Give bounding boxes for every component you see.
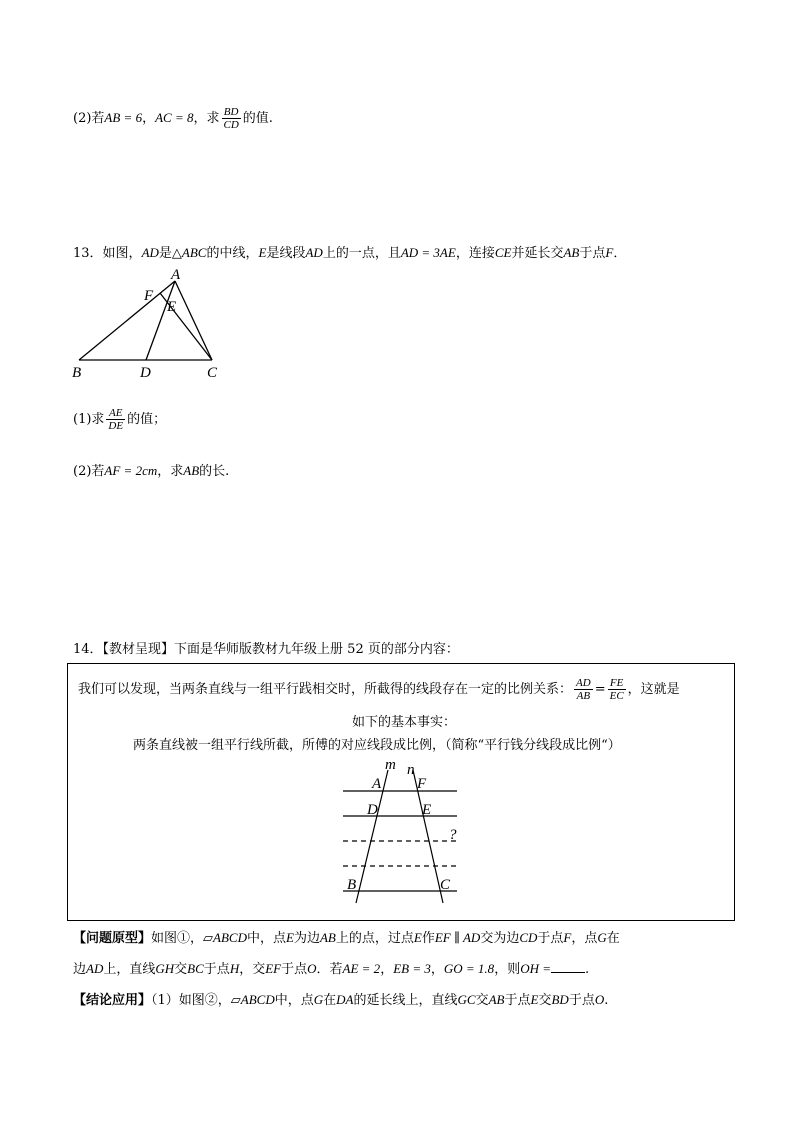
- q12-eq-ab: AB = 6: [104, 110, 143, 125]
- q13-part1: [73, 407, 166, 432]
- v: AD = 3AE: [400, 245, 456, 260]
- v: EB = 3: [393, 961, 431, 976]
- v: AF = 2cm: [104, 463, 158, 478]
- v: G: [597, 930, 607, 945]
- label-e: E: [422, 802, 432, 818]
- t: ，: [430, 962, 444, 977]
- label-b: B: [72, 365, 82, 381]
- t: 中，点: [246, 931, 286, 946]
- t: 交为边: [480, 931, 520, 946]
- q14-intro-text: 【教材呈现】下面是华师版教材九年级上册 52 页的部分内容：: [102, 642, 459, 657]
- v: O: [594, 992, 605, 1007]
- q13-number: 13．: [73, 246, 103, 261]
- t: ，求: [157, 464, 184, 479]
- t: 于点: [579, 246, 606, 261]
- q14-intro: [73, 638, 459, 657]
- t: 于点: [537, 931, 564, 946]
- frac-den: EC: [609, 690, 624, 702]
- t: 上的一点，且: [322, 246, 401, 261]
- t: .: [585, 962, 590, 977]
- t: 交: [475, 993, 489, 1008]
- frac-den: DE: [108, 420, 124, 432]
- v: ▱ABCD: [230, 992, 275, 1007]
- t: 在: [606, 931, 620, 946]
- t: 的中线，: [206, 246, 259, 261]
- box-frac1: [574, 677, 593, 702]
- t: 上的点，过点: [335, 931, 414, 946]
- v: CE: [494, 245, 512, 260]
- q12-eq-ac: AC = 8: [155, 110, 194, 125]
- v: F: [605, 245, 614, 260]
- t: ．若: [316, 962, 343, 977]
- label-d: D: [367, 802, 378, 818]
- t: 如图①，: [151, 931, 204, 946]
- q12-part2-prefix: (2)若: [73, 111, 105, 126]
- label-c: C: [440, 877, 451, 893]
- label-e: E: [167, 299, 177, 315]
- v: G: [313, 992, 324, 1007]
- q13-fraction: [106, 407, 125, 432]
- v: H: [229, 961, 240, 976]
- t: ，则: [494, 962, 521, 977]
- frac-num: BD: [222, 106, 241, 119]
- t: 的值；: [127, 412, 167, 427]
- v: E: [530, 992, 539, 1007]
- v: E: [413, 930, 422, 945]
- sep: ，求: [193, 111, 220, 126]
- t: 交: [538, 993, 552, 1008]
- t: (2)若: [73, 464, 105, 479]
- t: 边: [73, 962, 87, 977]
- v: AB: [319, 930, 336, 945]
- q14-prototype-line1: [73, 927, 620, 946]
- t: 于点: [504, 993, 531, 1008]
- t: 在: [323, 993, 337, 1008]
- t: 作: [421, 931, 435, 946]
- v: EF ∥ AD: [434, 930, 481, 945]
- v: GH: [155, 961, 175, 976]
- q14-conclusion-line: [73, 989, 608, 1008]
- q14-number: 14．: [73, 642, 103, 657]
- v: DA: [336, 992, 354, 1007]
- v: AD: [305, 245, 323, 260]
- v: ▱ABCD: [203, 930, 247, 945]
- frac-den: AB: [576, 690, 591, 702]
- v: EF: [265, 961, 282, 976]
- t: 于点: [568, 993, 595, 1008]
- box-line2: 如下的基本事实：: [352, 715, 457, 730]
- q12-fraction: [222, 106, 241, 131]
- label-question: ?: [449, 827, 457, 843]
- label-f: F: [144, 288, 154, 304]
- prototype-tag: 【问题原型】: [73, 931, 152, 946]
- frac-num: AD: [576, 677, 591, 689]
- t: 如图，: [102, 246, 142, 261]
- q13-part2: [73, 460, 229, 479]
- label-f: F: [417, 776, 427, 792]
- label-a: A: [171, 267, 181, 283]
- q13-triangle-figure: [68, 264, 238, 384]
- suffix: 的值.: [242, 111, 273, 126]
- v: AB: [563, 245, 580, 260]
- v: AB: [488, 992, 505, 1007]
- sep: ，: [142, 111, 156, 126]
- t: 是: [158, 246, 172, 261]
- t: ．: [613, 246, 627, 261]
- box-frac2: [608, 677, 626, 702]
- v: GC: [457, 992, 476, 1007]
- t: 交: [174, 962, 188, 977]
- t: .: [604, 993, 609, 1008]
- conclusion-tag: 【结论应用】: [73, 993, 152, 1008]
- t: 我们可以发现，当两条直线与一组平行践相交时，所截得的线段存在一定的比例关系：: [78, 682, 573, 697]
- t: 的长.: [199, 464, 230, 479]
- q14-prototype-line2: [73, 958, 589, 977]
- t: ，点: [571, 931, 598, 946]
- t: 是线段: [266, 246, 306, 261]
- answer-blank[interactable]: [551, 960, 585, 973]
- v: GO = 1.8: [443, 961, 495, 976]
- t: ，交: [239, 962, 266, 977]
- v: OH =: [520, 961, 552, 976]
- parallel-lines-figure: [333, 758, 473, 904]
- box-line3: 两条直线被一组平行线所截，所傅的对应线段成比例，（简称“平行钱分线段成比例“）: [133, 738, 621, 753]
- v: △ABC: [171, 245, 207, 260]
- label-n: n: [407, 762, 415, 778]
- t: 上，直线: [103, 962, 156, 977]
- q12-part2: [73, 106, 273, 131]
- v: AB: [183, 463, 200, 478]
- t: ，: [380, 962, 394, 977]
- label-a: A: [372, 776, 382, 792]
- t: （1）如图②，: [151, 993, 231, 1008]
- v: AE = 2: [342, 961, 381, 976]
- v: BD: [551, 992, 569, 1007]
- t: 中，点: [274, 993, 314, 1008]
- label-m: m: [385, 758, 396, 773]
- v: CD: [519, 930, 538, 945]
- v: F: [563, 930, 572, 945]
- frac-num: AE: [106, 407, 125, 420]
- v: E: [258, 245, 267, 260]
- box-line1: [78, 677, 680, 702]
- t: 为边: [293, 931, 320, 946]
- label-c: C: [207, 365, 218, 381]
- v: O: [307, 961, 317, 976]
- t: (1)求: [73, 412, 105, 427]
- t: 于点: [203, 962, 230, 977]
- t: 并延长交: [511, 246, 564, 261]
- t: =: [594, 682, 606, 697]
- frac-den: CD: [223, 119, 239, 131]
- v: AD: [141, 245, 159, 260]
- q13-stem: [73, 242, 626, 261]
- label-d: D: [140, 365, 151, 381]
- v: AD: [86, 961, 104, 976]
- t: 的延长线上，直线: [353, 993, 458, 1008]
- v: BC: [187, 961, 204, 976]
- t: 于点: [281, 962, 308, 977]
- frac-num: FE: [608, 677, 626, 690]
- v: E: [286, 930, 294, 945]
- t: ，连接: [455, 246, 495, 261]
- label-b: B: [347, 877, 357, 893]
- t: ，这就是: [627, 682, 680, 697]
